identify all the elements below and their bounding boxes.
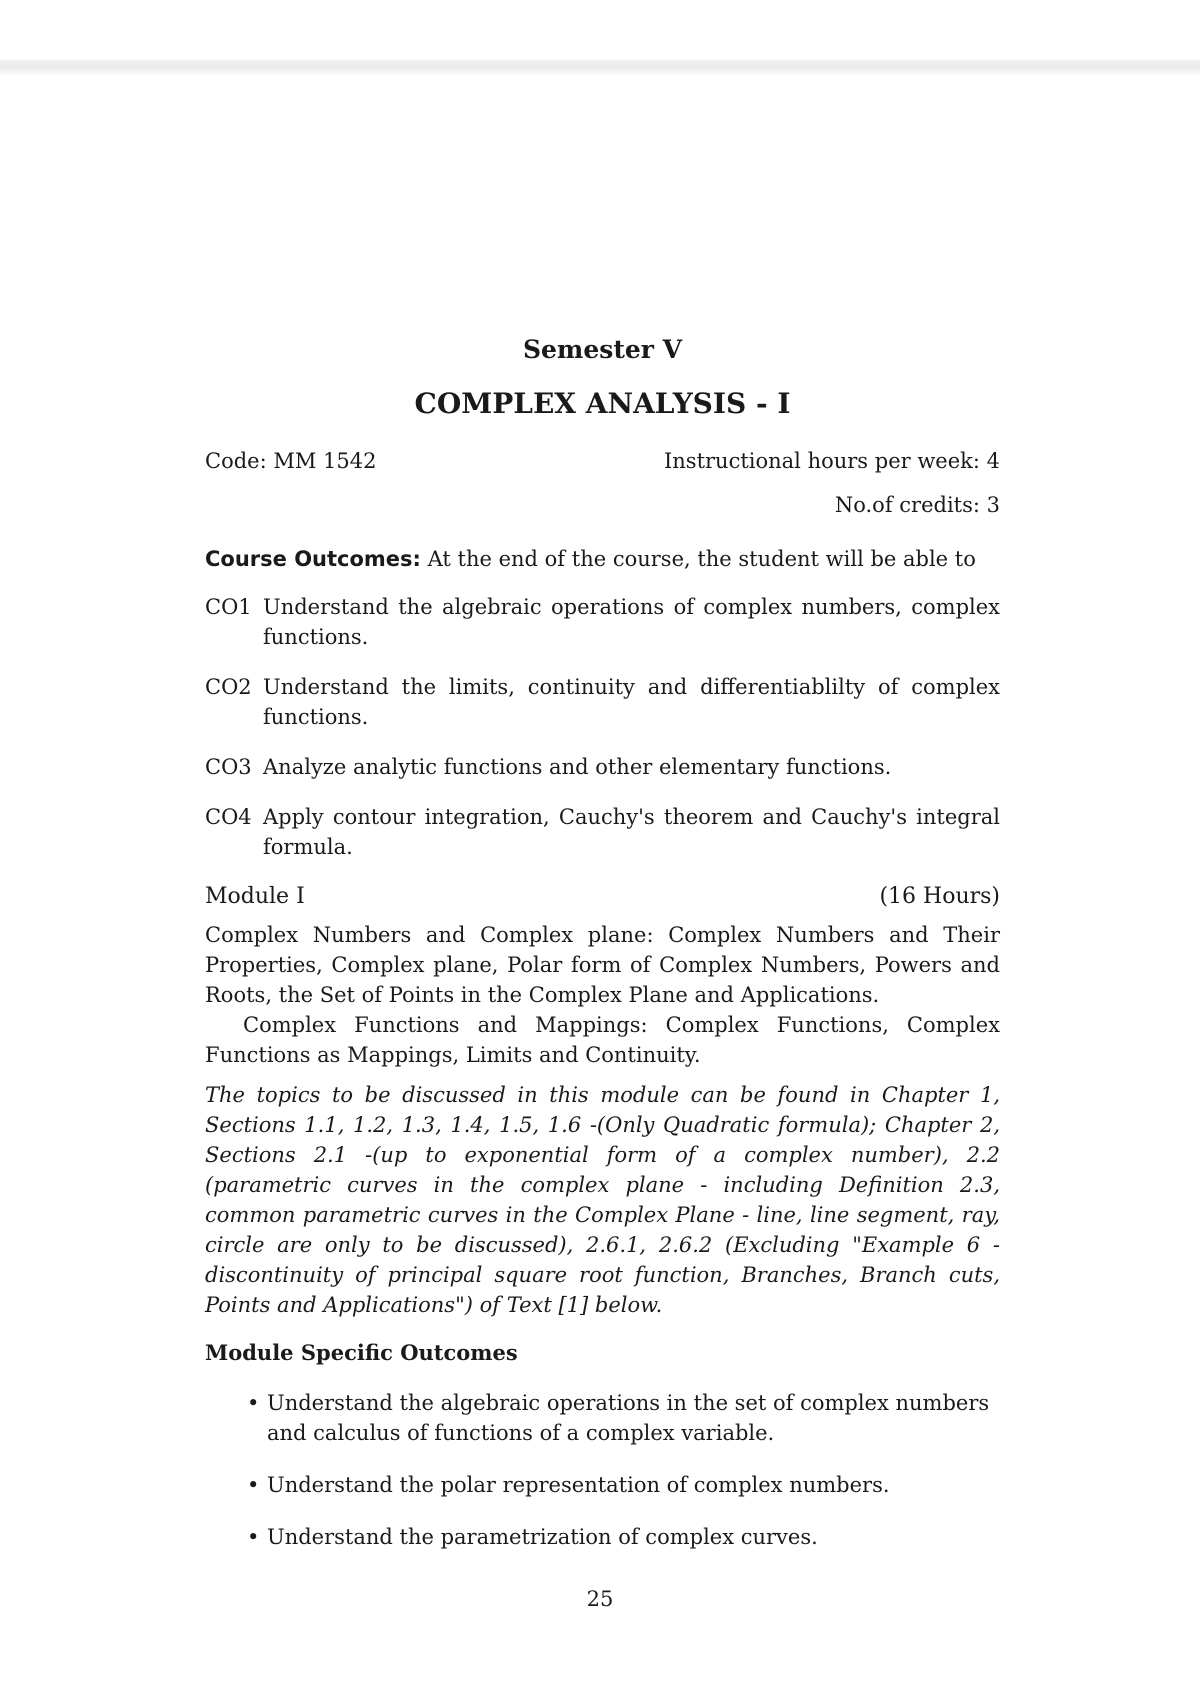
course-outcomes-intro (205, 544, 1000, 574)
outcome-text: Understand the parametrization of complex curves. (267, 1525, 818, 1549)
course-code: Code: MM 1542 (205, 449, 377, 473)
list-item (247, 1388, 1000, 1448)
module-specific-outcomes-heading: Module Specific Outcomes (205, 1340, 518, 1365)
module-paragraph: Complex Numbers and Complex plane: Complex Numbers and Their Properties, Complex plane, Polar form of Complex Numbers, Powers and Roots, the Set of Points in the Complex Plane and Applications. (205, 923, 1000, 1007)
course-outcome-item (205, 592, 1000, 652)
page-number: 25 (586, 1587, 614, 1611)
module-paragraph: Complex Functions and Mappings: Complex Functions, Complex Functions as Mappings, Limits and Continuity. (205, 1013, 1000, 1067)
outcome-text: Understand the polar representation of complex numbers. (267, 1473, 890, 1497)
instructional-hours: Instructional hours per week: 4 (663, 449, 1000, 473)
list-item (247, 1470, 1000, 1500)
course-outcome-item (205, 802, 1000, 862)
list-item (247, 1522, 1000, 1552)
module-header (205, 882, 1000, 914)
module-specific-outcomes-list (205, 1388, 1000, 1552)
syllabus-page (205, 330, 1000, 1574)
course-info-row (205, 446, 1000, 476)
page-edge-shadow (0, 60, 1200, 76)
course-outcome-text: Apply contour integration, Cauchy's theorem and Cauchy's integral formula. (263, 805, 1000, 859)
course-outcome-text: Understand the algebraic operations of complex numbers, complex functions. (263, 595, 1000, 649)
course-outcome-label: CO4 (205, 805, 252, 829)
course-outcome-label: CO2 (205, 675, 252, 699)
course-outcome-item (205, 752, 1000, 782)
course-outcome-text: Understand the limits, continuity and differentiablilty of complex functions. (263, 675, 1000, 729)
outcome-text: Understand the algebraic operations in the set of complex numbers and calculus of functions of a complex variable. (267, 1391, 990, 1445)
module-hours: (16 Hours) (879, 884, 1000, 909)
course-outcomes-list (205, 592, 1000, 862)
course-outcome-label: CO1 (205, 595, 252, 619)
course-outcome-label: CO3 (205, 755, 252, 779)
course-outcomes-lead: Course Outcomes: (205, 547, 421, 571)
bullet-icon: • (247, 1391, 260, 1415)
module-title: Module I (205, 884, 305, 909)
module-topics-reference: The topics to be discussed in this module can be found in Chapter 1, Sections 1.1, 1.2, 1.3, 1.4, 1.5, 1.6 -(Only Quadratic formula); Chapter 2, Sections 2.1 -(up to exponential form of a complex number), 2.2 (parametric curves in the complex plane - including Definition 2.3, common parametric curves in the Complex Plane - line, line segment, ray, circle are only to be discussed), 2.6.1, 2.6.2 (Excluding "Example 6 - discontinuity of principal square root function, Branches, Branch cuts, Points and Applications") of Text [1] below. (205, 1083, 1000, 1317)
course-outcome-text: Analyze analytic functions and other elementary functions. (263, 755, 892, 779)
course-outcome-item (205, 672, 1000, 732)
semester-heading: Semester V (522, 335, 683, 364)
bullet-icon: • (247, 1473, 260, 1497)
course-outcomes-intro-text: At the end of the course, the student will be able to (420, 547, 976, 571)
bullet-icon: • (247, 1525, 260, 1549)
module-content (205, 920, 1000, 1070)
credits: No.of credits: 3 (834, 493, 1000, 517)
course-title: COMPLEX ANALYSIS - I (414, 387, 791, 420)
